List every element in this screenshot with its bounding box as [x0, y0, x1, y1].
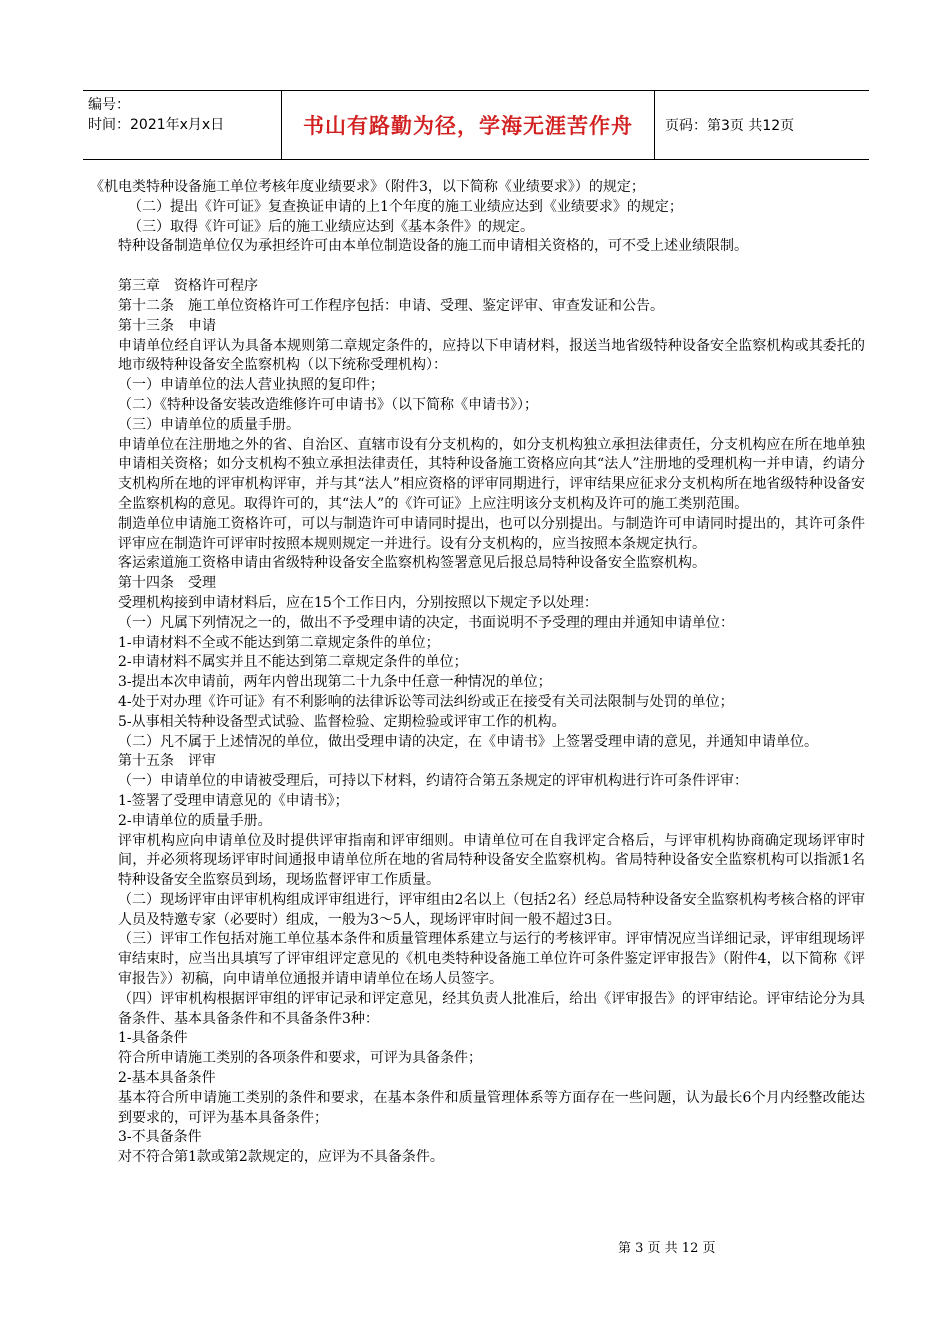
document-time-label: 时间：2021年x月x日	[88, 117, 225, 133]
body-paragraph: 受理机构接到申请材料后，应在15个工作日内，分别按照以下规定予以处理：	[118, 594, 598, 611]
body-paragraph: 第十三条 申请	[118, 317, 216, 334]
body-paragraph: 1-申请材料不全或不能达到第二章规定条件的单位；	[118, 634, 440, 651]
body-paragraph: （三）评审工作包括对施工单位基本条件和质量管理体系建立与运行的考核评审。评审情况应当详细记录，评审组现场评审结束时，应当出具填写了评审组评定意见的《机电类特种设备施工单位许可条件鉴定评审报告》（附件4，以下简称《评审报告》）初稿，向申请单位通报并请申请单位在场人员签字。	[118, 931, 865, 988]
header-left-cell	[83, 91, 281, 159]
header-page-cell	[655, 91, 869, 159]
body-paragraph: （二）提出《许可证》复查换证申请的上1个年度的施工业绩应达到《业绩要求》的规定；	[128, 198, 683, 215]
page-header	[83, 90, 869, 160]
body-paragraph: 2-申请材料不属实并且不能达到第二章规定条件的单位；	[118, 654, 468, 671]
body-paragraph: 第十五条 评审	[118, 753, 216, 770]
document-body	[90, 178, 865, 1168]
body-paragraph: （三）取得《许可证》后的施工业绩应达到《基本条件》的规定。	[128, 218, 534, 235]
page-footer: 第 3 页 共 12 页	[618, 1241, 716, 1256]
body-paragraph: （二）《特种设备安装改造维修许可申请书》（以下简称《申请书》）；	[118, 396, 538, 413]
body-paragraph: 申请单位经自评认为具备本规则第二章规定条件的，应持以下申请材料，报送当地省级特种设备安全监察机构或其委托的地市级特种设备安全监察机构（以下统称受理机构）：	[118, 337, 865, 374]
body-paragraph: 2-申请单位的质量手册。	[118, 812, 272, 829]
header-motto: 书山有路勤为径，学海无涯苦作舟	[303, 114, 633, 138]
body-paragraph: （四）评审机构根据评审组的评审记录和评定意见，经其负责人批准后，给出《评审报告》的评审结论。评审结论分为具备条件、基本具备条件和不具备条件3种：	[118, 990, 865, 1027]
body-paragraph: 3-不具备条件	[118, 1129, 202, 1146]
body-paragraph: （二）现场评审由评审机构组成评审组进行，评审组由2名以上（包括2名）经总局特种设备安全监察机构考核合格的评审人员及特邀专家（必要时）组成，一般为3～5人，现场评审时间一般不超过3日。	[118, 891, 865, 928]
body-paragraph: 1-签署了受理申请意见的《申请书》；	[118, 792, 349, 809]
body-paragraph: 特种设备制造单位仅为承担经许可由本单位制造设备的施工而申请相关资格的，可不受上述业绩限制。	[118, 238, 748, 255]
body-paragraph: 第十四条 受理	[118, 575, 216, 592]
body-paragraph: （一）申请单位的申请被受理后，可持以下材料，约请符合第五条规定的评审机构进行许可条件评审：	[118, 773, 748, 790]
body-paragraph: 1-具备条件	[118, 1030, 188, 1047]
body-paragraph: 2-基本具备条件	[118, 1070, 216, 1087]
body-paragraph: 客运索道施工资格申请由省级特种设备安全监察机构签署意见后报总局特种设备安全监察机构。	[118, 555, 706, 572]
body-paragraph: 5-从事相关特种设备型式试验、监督检验、定期检验或评审工作的机构。	[118, 713, 566, 730]
header-motto-cell	[281, 91, 655, 159]
body-paragraph: 制造单位申请施工资格许可，可以与制造许可申请同时提出，也可以分别提出。与制造许可申请同时提出的，其许可条件评审应在制造许可评审时按照本规则规定一并进行。设有分支机构的，应当按照本条规定执行。	[118, 515, 865, 552]
body-paragraph: 4-处于对办理《许可证》有不利影响的法律诉讼等司法纠纷或正在接受有关司法限制与处罚的单位；	[118, 693, 734, 710]
blank-line	[90, 257, 865, 277]
body-paragraph: 基本符合所申请施工类别的条件和要求，在基本条件和质量管理体系等方面存在一些问题，认为最长6个月内经整改能达到要求的，可评为基本具备条件；	[118, 1089, 865, 1126]
body-paragraph: （三）申请单位的质量手册。	[118, 416, 300, 433]
body-paragraph: （一）凡属下列情况之一的，做出不予受理申请的决定，书面说明不予受理的理由并通知申请单位：	[118, 614, 734, 631]
document-number-label: 编号：	[88, 97, 130, 113]
body-paragraph: 对不符合第1款或第2款规定的，应评为不具备条件。	[118, 1149, 444, 1166]
body-paragraph: （一）申请单位的法人营业执照的复印件；	[118, 377, 384, 394]
body-paragraph: 第三章 资格许可程序	[118, 278, 258, 295]
body-paragraph: 评审机构应向申请单位及时提供评审指南和评审细则。申请单位可在自我评定合格后，与评审机构协商确定现场评审时间，并必须将现场评审时间通报申请单位所在地的省局特种设备安全监察机构。省局特种设备安全监察机构可以指派1名特种设备安全监察员到场，现场监督评审工作质量。	[118, 832, 865, 889]
body-paragraph: （二）凡不属于上述情况的单位，做出受理申请的决定，在《申请书》上签署受理申请的意见，并通知申请单位。	[118, 733, 818, 750]
body-paragraph: 《机电类特种设备施工单位考核年度业绩要求》（附件3，以下简称《业绩要求》）的规定；	[90, 179, 645, 195]
body-paragraph: 符合所申请施工类别的各项条件和要求，可评为具备条件；	[118, 1050, 482, 1067]
body-paragraph: 第十二条 施工单位资格许可工作程序包括：申请、受理、鉴定评审、审查发证和公告。	[118, 297, 664, 314]
header-page-number: 页码：第3页 共12页	[665, 118, 795, 134]
body-paragraph: 3-提出本次申请前，两年内曾出现第二十九条中任意一种情况的单位；	[118, 674, 552, 691]
body-paragraph: 申请单位在注册地之外的省、自治区、直辖市设有分支机构的，如分支机构独立承担法律责任，分支机构应在所在地单独申请相关资格；如分支机构不独立承担法律责任，其特种设备施工资格应向其“法人”注册地的受理机构一并申请，约请分支机构所在地的评审机构评审，并与其“法人”相应资格的评审同期进行，评审结果应征求分支机构所在地省级特种设备安全监察机构的意见。取得许可的，其“法人”的《许可证》上应注明该分支机构及许可的施工类别范围。	[118, 436, 865, 512]
